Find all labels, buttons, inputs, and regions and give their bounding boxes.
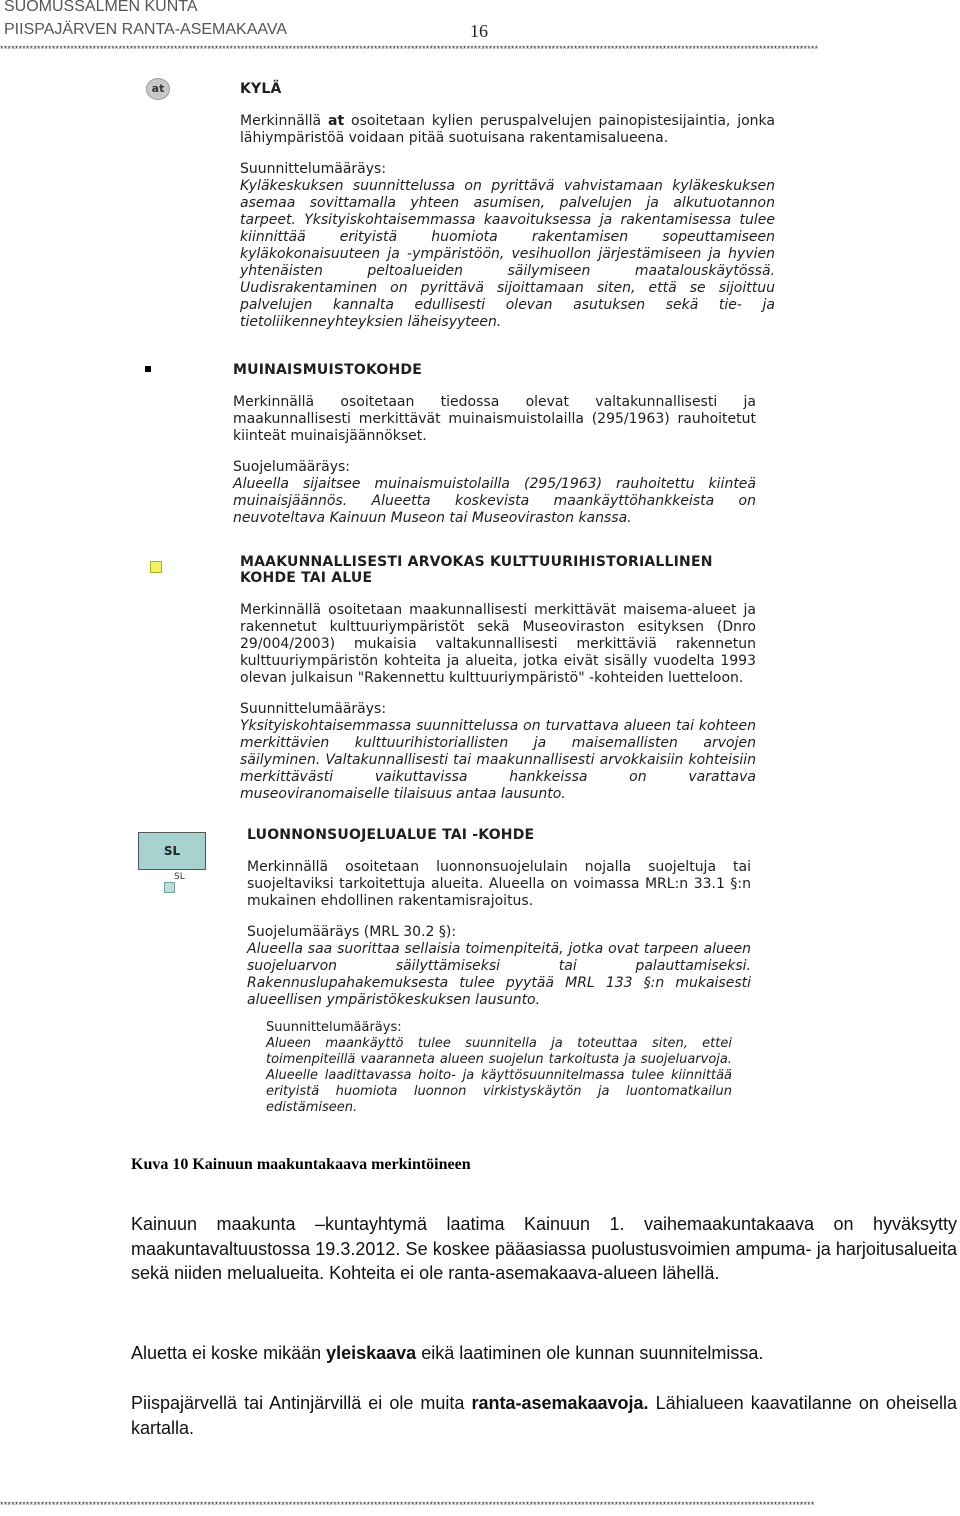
kyla-rule-text: Kyläkeskuksen suunnittelussa on pyrittävä vahvistamaan kyläkeskuksen asemaa sovittamalla yhteen asumisen, palvelujen ja alkutuotannon tarpeet. Yksityiskohtaisemmassa kaavoituksessa ja rakentamisessa tulee kiinnittää erityistä huomiota rakentamisen sopeuttamiseen kyläkokonaisuuteen ja -ympäristöön, vesihuollon järjestämiseen ja hyvien yhtenäisten peltoalueiden säilymiseen maatalouskäytössä. Uudisrakentaminen on pyrittävä sijoittamaan siten, että se sijoittuu palvelujen kannalta edullisesti olevan asutuksen sekä tie- ja tietoliikenneyhteyksien läheisyyteen. <box>240 178 775 330</box>
kyla-rule-label: Suunnittelumääräys: <box>240 161 387 177</box>
muinaismuisto-description: Merkinnällä osoitetaan tiedossa olevat valtakunnallisesti ja maakunnallisesti merkittävät muinaismuistolailla (295/1963) rauhoitetut kiinteät muinaisjäännökset. <box>233 394 756 444</box>
luonnonsuojelu-planning-text: Alueen maankäyttö tulee suunnitella ja toteuttaa siten, ettei toimenpiteillä vaaranneta alueen suojelun tarkoitusta ja suojeluarvoja. Alueelle laadittavassa hoito- ja käyttösuunnitelmassa tulee kiinnittää erityistä huomiota luonnon virkistyskäytön ja luontomatkailun edistämiseen. <box>266 1036 732 1115</box>
header-document-title: PIISPAJÄRVEN RANTA-ASEMAKAAVA <box>4 21 288 38</box>
kyla-symbol: at <box>146 78 170 100</box>
figure-caption: Kuva 10 Kainuun maakuntakaava merkintöineen <box>131 1156 471 1173</box>
muinaismuisto-symbol <box>145 366 151 372</box>
header-municipality: SUOMUSSALMEN KUNTA <box>4 0 198 15</box>
kulttuuri-rule-label: Suunnittelumääräys: <box>240 701 387 717</box>
yleiskaava-emphasis: yleiskaava <box>326 1343 417 1363</box>
luonnonsuojelu-point-symbol <box>164 882 175 893</box>
muinaismuisto-rule-label: Suojelumääräys: <box>233 459 351 475</box>
kulttuuri-rule-text: Yksityiskohtaisemmassa suunnittelussa on turvattava alueen tai kohteen merkittävien kulttuurihistoriallisten ja maisemallisten arvojen säilyminen. Valtakunnallisesti tai maakunnallisesti arvokkaisiin kohteisiin merkittävästi vaikuttavissa hankkeissa on varattava museoviranomaiselle tilaisuus antaa lausunto. <box>240 718 756 802</box>
legend-entry-kulttuuri <box>240 554 756 803</box>
muinaismuisto-rule-text: Alueella sijaitsee muinaismuistolailla (295/1963) rauhoitettu kiinteä muinaisjäännös. Alueetta koskevista maankäyttöhankkeista on neuvoteltava Kainuun Museon tai Museoviraston kanssa. <box>233 476 756 526</box>
legend-entry-kyla <box>240 81 775 331</box>
kulttuuri-title-line2: KOHDE TAI ALUE <box>240 570 373 586</box>
header-separator: ***************************************************************************************************************************************************************************************************************************** <box>0 44 819 54</box>
kulttuuri-symbol <box>150 561 162 573</box>
page-number: 16 <box>470 21 488 41</box>
paragraph-ranta-asemakaavat: Piispajärvellä tai Antinjärvillä ei ole muita ranta-asemakaavoja. Lähialueen kaavatilanne on oheisella kartalla. <box>131 1393 957 1438</box>
paragraph-yleiskaava: Aluetta ei koske mikään yleiskaava eikä laatiminen ole kunnan suunnitelmissa. <box>131 1343 764 1363</box>
kulttuuri-title-line1: MAAKUNNALLISESTI ARVOKAS KULTTUURIHISTORIALLINEN <box>240 554 713 570</box>
luonnonsuojelu-small-label: SL <box>174 872 185 882</box>
kyla-description: Merkinnällä at osoitetaan kylien peruspalvelujen painopistesijaintia, jonka lähiympäristöä voidaan pitää suotuisana rakentamisalueena. <box>240 113 775 146</box>
luonnonsuojelu-title: LUONNONSUOJELUALUE TAI -KOHDE <box>247 827 535 843</box>
legend-entry-muinaismuisto <box>233 362 756 527</box>
luonnonsuojelu-rule-text: Alueella saa suorittaa sellaisia toimenpiteitä, jotka ovat tarpeen alueen suojeluarvon säilyttämiseksi tai palauttamiseksi. Rakennuslupahakemuksesta tulee pyytää MRL 133 §:n mukaisesti alueellisen ympäristökeskuksen lausunto. <box>247 941 751 1008</box>
kulttuuri-description: Merkinnällä osoitetaan maakunnallisesti merkittävät maisema-alueet ja rakennetut kulttuuriympäristöt sekä Museoviraston esityksen (Dnro 29/004/2003) mukaisia valtakunnallisesti merkittäviä rakennetun kulttuuriympäristön kohteita ja alueita, jotka eivät sisälly vuodelta 1993 olevan julkaisun "Rakennettu kulttuuriympäristö" -kohteiden luetteloon. <box>240 602 756 686</box>
luonnonsuojelu-rule-label: Suojelumääräys (MRL 30.2 §): <box>247 924 457 940</box>
ranta-asemakaavoja-emphasis: ranta-asemakaavoja. <box>471 1393 649 1413</box>
paragraph-vaihemaakuntakaava: Kainuun maakunta –kuntayhtymä laatima Kainuun 1. vaihemaakuntakaava on hyväksytty maakuntavaltuustossa 19.3.2012. Se koskee pääasiassa puolustusvoimien ampuma- ja harjoitusalueita sekä niiden melualueita. Kohteita ei ole ranta-asemakaava-alueen lähellä. <box>131 1214 957 1283</box>
kyla-title: KYLÄ <box>240 81 282 97</box>
legend-entry-luonnonsuojelu <box>247 827 751 1009</box>
luonnonsuojelu-planning-label: Suunnittelumääräys: <box>266 1020 402 1035</box>
luonnonsuojelu-description: Merkinnällä osoitetaan luonnonsuojelulain nojalla suojeltuja tai suojeltaviksi tarkoitettuja alueita. Alueella on voimassa MRL:n 33.1 §:n mukainen ehdollinen rakentamisrajoitus. <box>247 859 751 909</box>
legend-entry-luonnonsuojelu-planning <box>266 1019 732 1116</box>
footer-separator: **************************************************************************************************************************************************************************************************************************** <box>0 1500 815 1510</box>
muinaismuisto-title: MUINAISMUISTOKOHDE <box>233 362 423 378</box>
luonnonsuojelu-area-symbol: SL <box>138 832 206 870</box>
